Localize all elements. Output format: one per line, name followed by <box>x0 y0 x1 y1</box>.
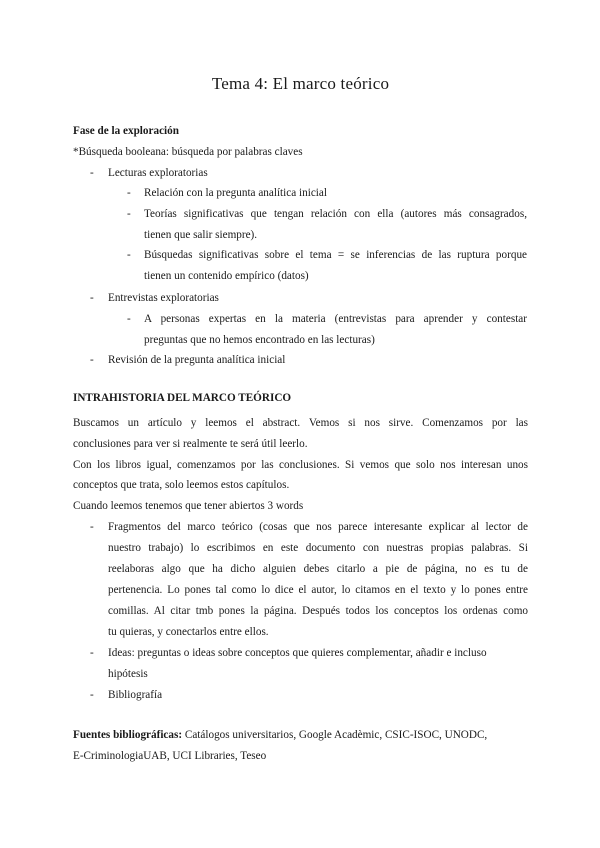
bullet-dash: - <box>90 292 94 304</box>
list-item-cont: nuestro trabajo) lo escribimos en este documento con nuestras propias palabras. Si <box>108 542 528 554</box>
list-item: Revisión de la pregunta analítica inicial <box>108 354 286 366</box>
fuentes-line-2: E-CriminologiaUAB, UCI Libraries, Teseo <box>73 750 267 762</box>
list-item-cont: hipótesis <box>108 668 148 680</box>
fuentes-line <box>73 728 487 742</box>
bullet-dash: - <box>127 249 131 261</box>
list-item: Lecturas exploratorias <box>108 167 208 179</box>
sub-list-item: A personas expertas en la materia (entrevistas para aprender y contestar <box>144 313 527 325</box>
section-heading-fase: Fase de la exploración <box>73 125 179 137</box>
bullet-dash: - <box>90 354 94 366</box>
list-item-cont: pertenencia. Lo pones tal como lo dice el autor, lo citamos en el texto y lo pones entre <box>108 584 528 596</box>
fuentes-label: Fuentes bibliográficas: <box>73 729 183 741</box>
sub-list-item-cont: tienen un contenido empírico (datos) <box>144 270 309 282</box>
boolean-search-note: *Búsqueda booleana: búsqueda por palabras claves <box>73 146 303 158</box>
sub-list-item: Búsquedas significativas sobre el tema = se inferencias de las ruptura porque <box>144 249 527 261</box>
list-item: Entrevistas exploratorias <box>108 292 219 304</box>
sub-list-item: Teorías significativas que tengan relación con ella (autores más consagrados, <box>144 208 527 220</box>
bullet-dash: - <box>90 647 94 659</box>
bullet-dash: - <box>90 689 94 701</box>
list-item-cont: tu quieras, y conectarlos entre ellos. <box>108 626 269 638</box>
section-heading-intrahistoria: INTRAHISTORIA DEL MARCO TEÓRICO <box>73 392 292 404</box>
bullet-dash: - <box>127 208 131 220</box>
paragraph-line: Con los libros igual, comenzamos por las conclusiones. Si vemos que solo nos interesan unos <box>73 459 528 471</box>
bullet-dash: - <box>127 187 131 199</box>
paragraph-line: Cuando leemos tenemos que tener abiertos 3 words <box>73 500 304 512</box>
sub-list-item-cont: tienen que salir siempre). <box>144 229 258 241</box>
paragraph-line: conceptos que trata, solo leemos estos capítulos. <box>73 479 290 491</box>
list-item: Ideas: preguntas o ideas sobre conceptos que quieres complementar, añadir e incluso <box>108 647 487 659</box>
list-item-cont: reelaboras algo que ha dicho alguien debes citarlo a pie de página, no es tu de <box>108 563 528 575</box>
sub-list-item: Relación con la pregunta analítica inicial <box>144 187 327 199</box>
list-item: Fragmentos del marco teórico (cosas que nos parece interesante explicar al lector de <box>108 521 528 533</box>
paragraph-line: conclusiones para ver si realmente te será útil leerlo. <box>73 438 308 450</box>
paragraph-line: Buscamos un artículo y leemos el abstract. Vemos si nos sirve. Comenzamos por las <box>73 417 528 429</box>
page-title: Tema 4: El marco teórico <box>211 74 390 93</box>
sub-list-item-cont: preguntas que no hemos encontrado en las lecturas) <box>144 334 375 346</box>
fuentes-list: Catálogos universitarios, Google Acadèmic, CSIC-ISOC, UNODC, <box>182 729 488 741</box>
list-item-cont: comillas. Al citar tmb pones la página. Después todos los conceptos los ordenas como <box>108 605 528 617</box>
bullet-dash: - <box>90 167 94 179</box>
bullet-dash: - <box>90 521 94 533</box>
list-item: Bibliografía <box>108 689 163 701</box>
bullet-dash: - <box>127 313 131 325</box>
